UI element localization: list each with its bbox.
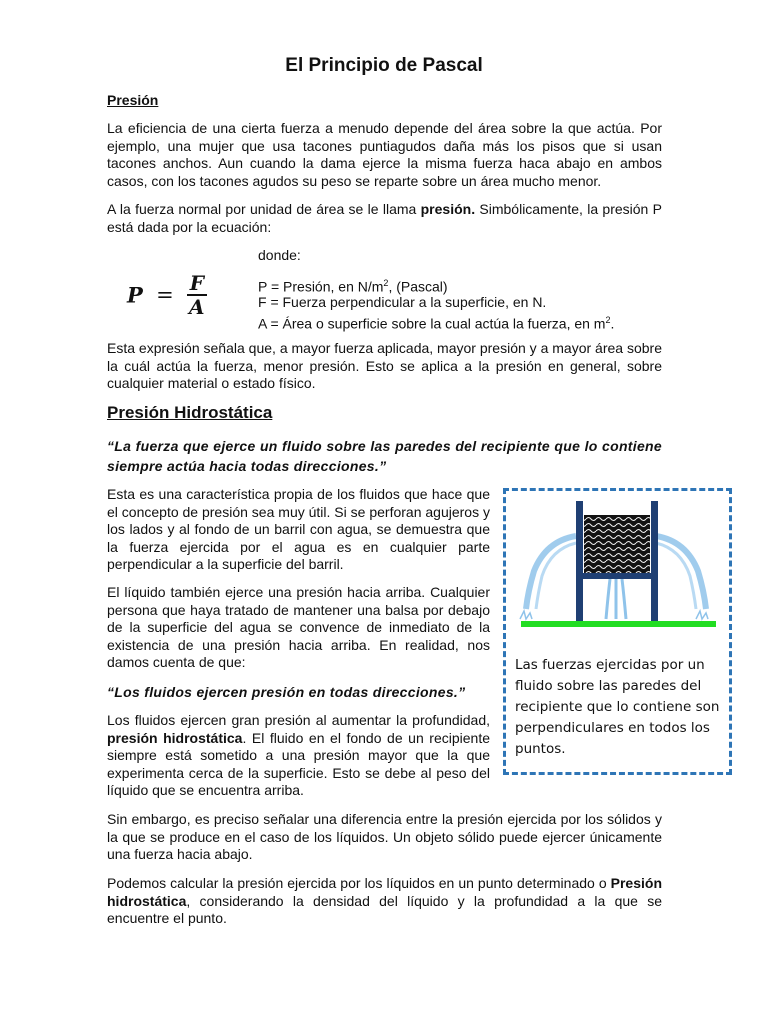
section-heading-presion: Presión [107,92,159,108]
paragraph-solids-vs-liquids: Sin embargo, es preciso señalar una diferencia entre la presión ejercida por los sólidos y la que se produce en el caso de los líquidos. Un objeto sólido puede ejercer únicamente una fuerza hacia abajo. [107,811,662,862]
ground-line [521,621,716,627]
barrel-wall-left [576,501,583,621]
water-jet-bottom [606,579,626,619]
paragraph-hydrostatic-depth [107,712,490,800]
superscript: 2 [605,315,611,325]
bold-term-presion: presión. [420,201,476,217]
quote-all-directions: “Los fluidos ejercen presión en todas direcciones.” [107,684,466,700]
formula-denominator: A [189,295,205,319]
text-run: . [610,315,615,332]
barrel-wall-right [651,501,658,621]
page-title: El Principio de Pascal [285,55,483,76]
splash-left [520,611,532,619]
pressure-formula [127,272,207,318]
section-heading-hidrostatica: Presión Hidrostática [107,403,273,422]
text-run: A = Área o superficie sobre la cual actúa la fuerza, en m [258,315,606,332]
barrel-bottom [583,573,651,579]
superscript: 2 [383,278,389,288]
bold-term-presion-hidrostatica: Presión hidrostática [107,875,662,909]
formula-lhs: P [127,282,143,308]
definition-a [258,311,614,333]
bold-term-hidrostatica: presión hidrostática [107,729,243,746]
donde-label: donde: [258,247,301,263]
paragraph-presion-intro: La eficiencia de una cierta fuerza a menudo depende del área sobre la que actúa. Por ejemplo, una mujer que usa tacones puntiagudos daña más los pisos que si usan tacones anchos. Aun cuando la dama ejerce la misma fuerza haca abajo en ambos casos, con los tacones agudos su peso se reparte sobre un área mucho menor. [107,120,662,189]
definition-f: F = Fuerza perpendicular a la superficie, en N. [258,294,547,310]
paragraph-upward-pressure: El líquido también ejerce una presión hacia arriba. Cualquier persona que haya tratado de mantener una balsa por debajo de la superficie del agua se convence de inmediato de la existencia de una presión hacia arriba. En realidad, nos damos cuenta de que: [107,584,490,670]
text-run: Podemos calcular la presión ejercida por los líquidos en un punto determinado o [107,875,611,891]
paragraph-presion-conclusion: Esta expresión señala que, a mayor fuerza aplicada, mayor presión y a mayor área sobre la cuál actúa la fuerza, menor presión. Esto se aplica a la presión en general, sobre cualquier material o estado físico. [107,340,662,391]
formula-fraction [187,272,207,318]
paragraph-presion-definition [107,201,662,236]
text-run: A la fuerza normal por unidad de área se le llama [107,201,421,217]
formula-equals: = [156,283,174,307]
text-run: Los fluidos ejercen gran presión al aumentar la profundidad, [107,712,490,728]
text-run: , considerando la densidad del líquido y la profundidad a la que se encuentre el punto. [107,892,662,926]
splash-right [696,611,708,619]
paragraph-calculate-pressure [107,875,662,928]
text-run: , (Pascal) [388,278,448,295]
quote-fluid-force: “La fuerza que ejerce un fluido sobre las paredes del recipiente que lo contiene siempre actúa hacia todas direcciones.” [107,438,662,474]
text-run: Simbólicamente, la presión P está dada por la ecuación: [107,201,662,235]
barrel-water [584,515,650,573]
text-run: . El fluido en el fondo de un recipiente siempre está sometido a una presión mayor que la que experimenta cerca de la superficie. Esto se debe al peso del líquido que se encuentra arriba. [107,729,490,798]
text-run: P = Presión, en N/m [258,278,384,295]
figure-box [503,488,732,775]
paragraph-fluid-property: Esta es una característica propia de los fluidos que hace que el concepto de presión sea muy útil. Si se perforan agujeros y los lados y al fondo de un barril con agua, se demuestra que la fuerza ejercida por el agua es en cualquier parte perpendicular a la superficie del barril. [107,486,490,572]
barrel-diagram [506,491,729,641]
figure-caption: Las fuerzas ejercidas por un fluido sobre las paredes del recipiente que lo contiene son perpendiculares en todos los puntos. [515,657,720,757]
formula-numerator: F [189,271,204,295]
